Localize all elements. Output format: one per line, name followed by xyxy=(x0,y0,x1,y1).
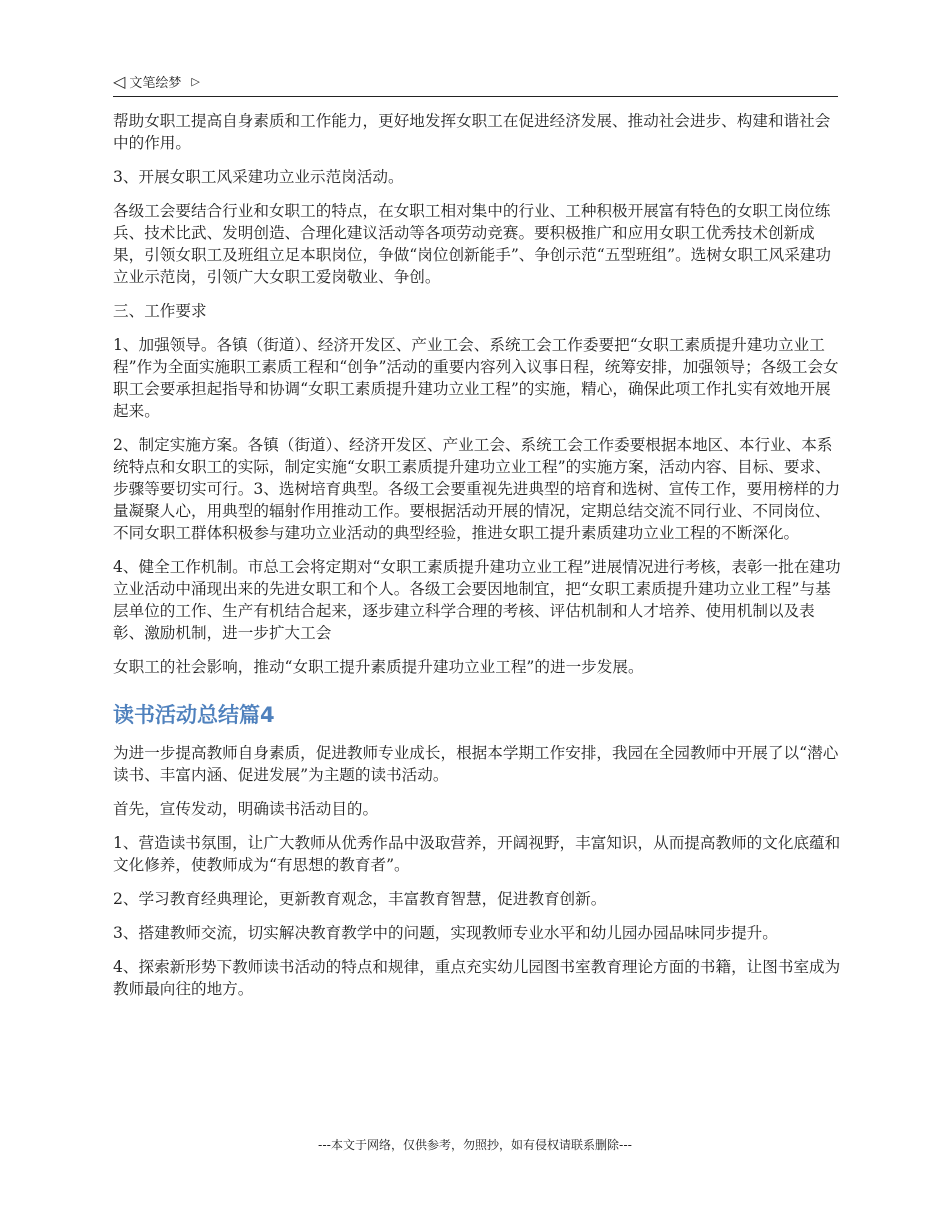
paragraph: 3、开展女职工风采建功立业示范岗活动。 xyxy=(113,168,404,186)
header-brand-group xyxy=(113,72,200,91)
paragraph: 首先，宣传发动，明确读书活动目的。 xyxy=(113,800,379,818)
header-brand: 文笔绘梦 xyxy=(129,76,182,91)
triangle-left-icon: ◁ xyxy=(113,71,126,91)
page-header xyxy=(113,72,838,97)
paragraph: 1、营造读书氛围，让广大教师从优秀作品中汲取营养，开阔视野，丰富知识，从而提高教师的文化底蕴和文化修养，使教师成为“有思想的教育者”。 xyxy=(113,834,841,874)
paragraph: 为进一步提高教师自身素质，促进教师专业成长，根据本学期工作安排，我园在全园教师中开展了以“潜心读书、丰富内涵、促进发展”为主题的读书活动。 xyxy=(113,744,839,784)
paragraph: 2、制定实施方案。各镇（街道）、经济开发区、产业工会、系统工会工作委要根据本地区、本行业、本系统特点和女职工的实际，制定实施“女职工素质提升建功立业工程”的实施方案，活动内容、目标、要求、步骤等要切实可行。3、选树培育典型。各级工会要重视先进典型的培育和选树、宣传工作，要用榜样的力量凝聚人心，用典型的辐射作用推动工作。要根据活动开展的情况，定期总结交流不同行业、不同岗位、不同女职工群体积极参与建功立业活动的典型经验，推进女职工提升素质建功立业工程的不断深化。 xyxy=(113,436,841,542)
paragraph: 2、学习教育经典理论，更新教育观念，丰富教育智慧，促进教育创新。 xyxy=(113,890,607,908)
triangle-right-icon: ▷ xyxy=(191,75,200,88)
paragraph: 三、工作要求 xyxy=(113,302,207,320)
paragraph: 各级工会要结合行业和女职工的特点，在女职工相对集中的行业、工种积极开展富有特色的女职工岗位练兵、技术比武、发明创造、合理化建议活动等各项劳动竞赛。要积极推广和应用女职工优秀技术创新成果，引领女职工及班组立足本职岗位，争做“岗位创新能手”、争创示范“五型班组”。选树女职工风采建功立业示范岗，引领广大女职工爱岗敬业、争创。 xyxy=(113,202,832,286)
page-footer: ---本文于网络，仅供参考，勿照抄，如有侵权请联系删除--- xyxy=(318,1138,632,1152)
paragraph: 1、加强领导。各镇（街道）、经济开发区、产业工会、系统工会工作委要把“女职工素质提升建功立业工程”作为全面实施职工素质工程和“创争”活动的重要内容列入议事日程，统筹安排，加强领导；各级工会女职工会要承担起指导和协调“女职工素质提升建功立业工程”的实施，精心，确保此项工作扎实有效地开展起来。 xyxy=(113,336,839,420)
document-body xyxy=(113,110,841,1012)
section-title: 读书活动总结篇4 xyxy=(113,703,275,727)
paragraph: 4、健全工作机制。市总工会将定期对“女职工素质提升建功立业工程”进展情况进行考核，表彰一批在建功立业活动中涌现出来的先进女职工和个人。各级工会要因地制宜，把“女职工素质提升建功立业工程”与基层单位的工作、生产有机结合起来，逐步建立科学合理的考核、评估机制和人才培养、使用机制以及表彰、激励机制，进一步扩大工会 xyxy=(113,558,841,642)
paragraph: 3、搭建教师交流，切实解决教育教学中的问题，实现教师专业水平和幼儿园办园品味同步提升。 xyxy=(113,924,778,942)
paragraph: 女职工的社会影响，推动“女职工提升素质提升建功立业工程”的进一步发展。 xyxy=(113,658,644,676)
paragraph: 帮助女职工提高自身素质和工作能力，更好地发挥女职工在促进经济发展、推动社会进步、构建和谐社会中的作用。 xyxy=(113,112,831,152)
paragraph: 4、探索新形势下教师读书活动的特点和规律，重点充实幼儿园图书室教育理论方面的书籍，让图书室成为教师最向往的地方。 xyxy=(113,958,841,998)
